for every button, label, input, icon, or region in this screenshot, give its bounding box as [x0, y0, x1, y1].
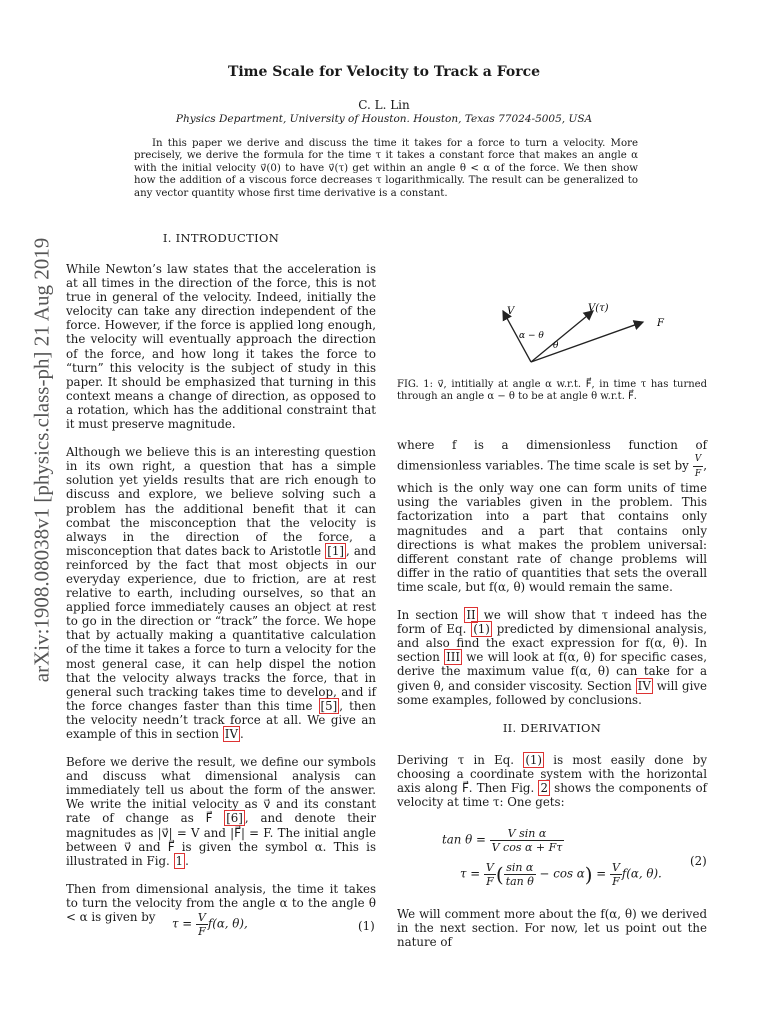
section-heading-introduction: I. INTRODUCTION: [162, 231, 280, 245]
section-link[interactable]: IV: [637, 678, 651, 693]
abstract: In this paper we derive and discuss the time it takes for a force to turn a velocity. More precisely, we derive the formula for the time τ it takes a constant force that makes an angle α with the initial velocity v⃗(0) to have v⃗(τ) get within an angle θ < α of the force. We then show how the addition of a viscous force decreases τ logarithmically. The result can be generalized to any vector quantity whose first time derivative is a constant.: [134, 138, 638, 199]
section-link[interactable]: IV: [224, 727, 238, 741]
paragraph: Then from dimensional analysis, the time it takes to turn the velocity from the angle α to the angle θ < α is given by: [66, 881, 376, 925]
section-link[interactable]: II: [466, 608, 476, 623]
equation-link[interactable]: (1): [473, 622, 490, 637]
right-column-derivation: [397, 753, 707, 821]
left-column: [66, 262, 376, 936]
paper-affiliation: Physics Department, University of Houston. Houston, Texas 77024-5005, USA: [175, 113, 593, 125]
right-column-bottom: [397, 907, 707, 961]
equation-link[interactable]: (1): [525, 753, 543, 767]
paragraph: where f is a dimensionless function of dimensionless variables. The time scale is set by $\frac{V}{F}$ , which is the only way one can form units of time using the variables given in the problem. This factorization into a part that contains only magnitudes and a part that contains only directions is what makes the problem universal: different constant rate of change problems will differ in the ratio of quantities that sets the overall time scale, but f(α, θ) would remain the same.: [397, 438, 707, 594]
paragraph: We will comment more about the f(α, θ) we derived in the next section. For now, let us point out the nature of: [397, 907, 707, 950]
paper-author: C. L. Lin: [358, 98, 410, 112]
label-theta: θ: [553, 341, 559, 351]
paragraph: While Newton’s law states that the acceleration is at all times in the direction of the force, this is not true in general of the velocity. Indeed, initially the velocity can take any direction independent of the force. However, if the force is applied long enough, the velocity will eventually approach the direction of the force, and how long it takes the force to “turn” this velocity is the subject of study in this paper. It should be emphasized that turning in this context means a change of direction, as opposed to a rotation, which has the additional constraint that it must preserve magnitude.: [66, 262, 376, 432]
right-column: [397, 438, 707, 719]
figure-link[interactable]: 2: [540, 781, 548, 796]
equation-1: τ = $\frac{V}{F}$ f(α, θ),: [172, 911, 248, 938]
arxiv-sidebar-stamp: [22, 230, 62, 690]
arxiv-id: arXiv:1908.08038v1 [physics.class-ph] 21 Aug 2019: [29, 237, 54, 683]
paper-title: Time Scale for Velocity to Track a Force: [227, 64, 541, 80]
figure-1-caption: FIG. 1: v⃗, intitially at angle α w.r.t. F⃗, in time τ has turned through an angle α − θ to be at angle θ w.r.t. F⃗.: [397, 379, 707, 403]
equation-2-line-2: τ = $\frac{V}{F}$ ( $\frac{\text{sin α}}{\text{tan θ}}$ − cos α) = $\frac{V}{F}$ f(α, θ).: [460, 861, 662, 888]
figure-1-vector-diagram: [395, 290, 713, 372]
citation-link[interactable]: [5]: [320, 698, 338, 713]
label-alpha-minus-theta: α − θ: [519, 331, 544, 341]
paragraph: Before we derive the result, we define our symbols and discuss what dimensional analysis can immediately tell us about the form of the answer. We write the initial velocity as v⃗ and its constant rate of change as F⃗ [6] , and denote their magnitudes as |v⃗| = V and |F⃗| = F. The initial angle between v⃗ and F⃗ is given the symbol α. This is illustrated in Fig. 1 .: [66, 755, 376, 868]
label-f: F: [657, 318, 664, 329]
label-v: V: [507, 306, 515, 317]
force-arrow: [531, 322, 643, 362]
label-v-tau: V(τ): [588, 303, 609, 314]
equation-number: (1): [358, 919, 375, 933]
section-link[interactable]: III: [446, 650, 461, 665]
citation-link[interactable]: [6]: [226, 811, 243, 826]
citation-link[interactable]: [1]: [327, 543, 344, 558]
paragraph: In section II we will show that τ indeed has the form of Eq. (1) predicted by dimensional analysis, and also find the exact expression for f(α, θ). In section III we will look at f(α, θ) for specific cases, derive the maximum value f(α, θ) can take for a given θ, and consider viscosity. Section IV will give some examples, followed by conclusions.: [397, 608, 707, 707]
equation-2-line-1: tan θ = $\frac{\text{V sin α}}{\text{V cos α + Fτ}}$: [442, 827, 563, 854]
paragraph: Although we believe this is an interesting question in its own right, a question that has a simple solution yet yields results that are rich enough to discuss and explore, we believe solving such a problem has the additional benefit that it can combat the misconception that the velocity is always in the direction of the force, a misconception that dates back to Aristotle [1] , and reinforced by the fact that most objects in our everyday experience, due to friction, are at rest relative to earth, including ourselves, so that an applied force immediately causes an object at rest to go in the direction or “track” the force. We hope that by actually making a quantitative calculation of the time it takes a force to turn a velocity for the most general case, it can help dispel the notion that the velocity always tracks the force, that in general such tracking takes time to develop, and if the force changes faster than this time [5] , then the velocity needn’t track force at all. We give an example of this in section IV .: [66, 445, 376, 741]
paragraph: Deriving τ in Eq. (1) is most easily done by choosing a coordinate system with the horizontal axis along F⃗. Then Fig. 2 shows the components of velocity at time τ: One gets:: [397, 753, 707, 810]
equation-number: (2): [690, 854, 707, 868]
figure-link[interactable]: 1: [175, 853, 184, 868]
section-heading-derivation: II. DERIVATION: [502, 721, 602, 735]
